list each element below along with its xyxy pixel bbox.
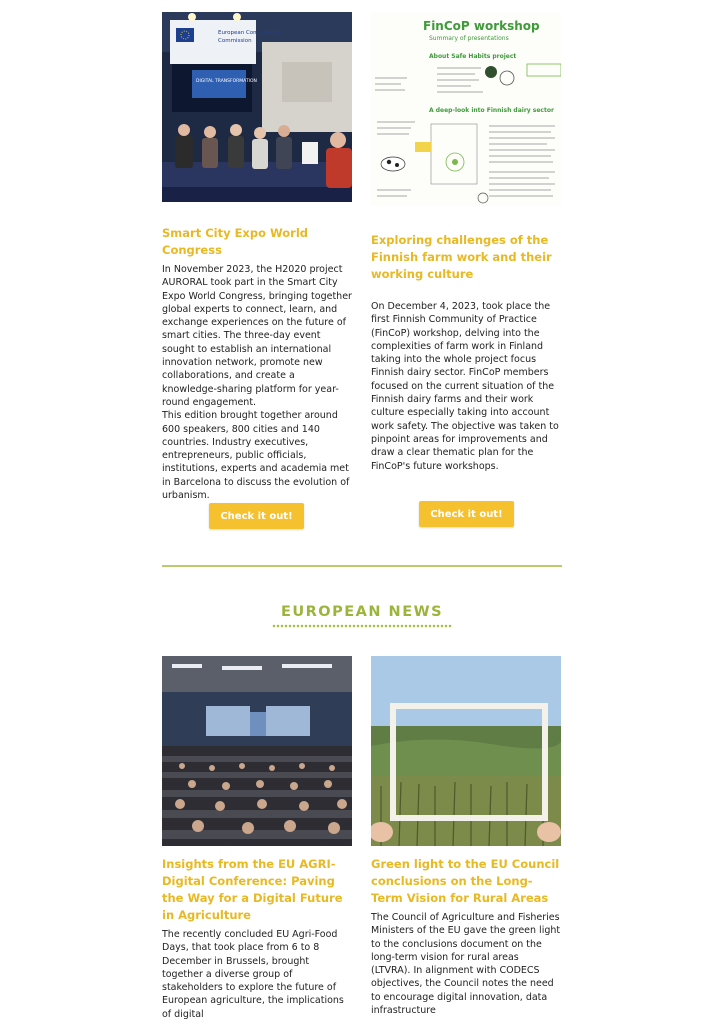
article-body: The Council of Agriculture and Fisheries Ministers of the EU gave the green light to the conclusions document on the long-term vision for rural areas (LTVRA). In alignment with CODECS objectives, the Council notes the need to encourage digital innovation, data infrastructure bbox=[371, 912, 561, 1017]
sketch-subheading: Summary of presentations bbox=[429, 35, 509, 42]
article-finnish-farm-work bbox=[371, 232, 561, 473]
article-smart-city-expo bbox=[162, 225, 352, 502]
article-title[interactable]: Exploring challenges of the Finnish farm work and their working culture bbox=[371, 233, 552, 281]
check-it-out-button[interactable]: Check it out! bbox=[419, 501, 514, 527]
svg-text:Commission: Commission bbox=[218, 38, 252, 44]
screen-title-text: DIGITAL TRANSFORMATION bbox=[196, 79, 257, 84]
section-divider bbox=[162, 565, 562, 567]
article-body: On December 4, 2023, took place the first Finnish Community of Practice (FinCoP) workshop, delving into the complexities of farm work in Finland taking into the whole project focus Finnish dairy sector. FinCoP members focused on the current situation of the Finnish dairy farms and their work culture especially taking into account work safety. The objective was taken to pinpoint areas for improvements and draw a clear thematic plan for the FinCoP's future workshops. bbox=[371, 301, 559, 472]
booth-sign-text: European Commission bbox=[218, 30, 280, 36]
article-rural-areas-vision bbox=[371, 856, 561, 1017]
smart-city-expo-photo bbox=[162, 12, 352, 202]
sketch-heading: FinCoP workshop bbox=[423, 19, 540, 33]
check-it-out-button[interactable]: Check it out! bbox=[209, 503, 304, 529]
sketch-section-1: About Safe Habits project bbox=[429, 53, 517, 60]
article-body: The recently concluded EU Agri-Food Days, that took place from 6 to 8 December in Brussels, brought together a diverse group of stakeholders to explore the future of European agriculture, the implications of digital bbox=[162, 929, 344, 1020]
article-agri-digital-conference bbox=[162, 856, 352, 1021]
article-body-continued: This edition brought together around 600 speakers, 800 cities and 140 countries. Industry executives, entrepreneurs, public officials, institutions, experts and academia met in Barcelona to discuss the evolution of urbanism. bbox=[162, 410, 350, 502]
article-body: In November 2023, the H2020 project AURORAL took part in the Smart City Expo World Congress, bringing together global experts to connect, learn, and exchange experiences on the future of smart cities. The three-day event sought to establish an international innovation network, promote new collaborations, and create a knowledge-sharing platform for year-round engagement. bbox=[162, 264, 352, 408]
article-title[interactable]: Green light to the EU Council conclusions on the Long-Term Vision for Rural Areas bbox=[371, 857, 560, 905]
section-title-underline bbox=[272, 624, 452, 628]
rural-areas-frame-photo bbox=[371, 656, 561, 846]
section-title: EUROPEAN NEWS bbox=[280, 604, 444, 620]
agri-digital-conference-photo bbox=[162, 656, 352, 846]
sketch-section-2: A deep-look into Finnish dairy sector bbox=[429, 107, 554, 114]
article-title[interactable]: Smart City Expo World Congress bbox=[162, 226, 309, 257]
article-title[interactable]: Insights from the EU AGRI-Digital Conference: Paving the Way for a Digital Future in Agriculture bbox=[162, 857, 343, 922]
fincop-workshop-sketchnote bbox=[371, 12, 561, 206]
